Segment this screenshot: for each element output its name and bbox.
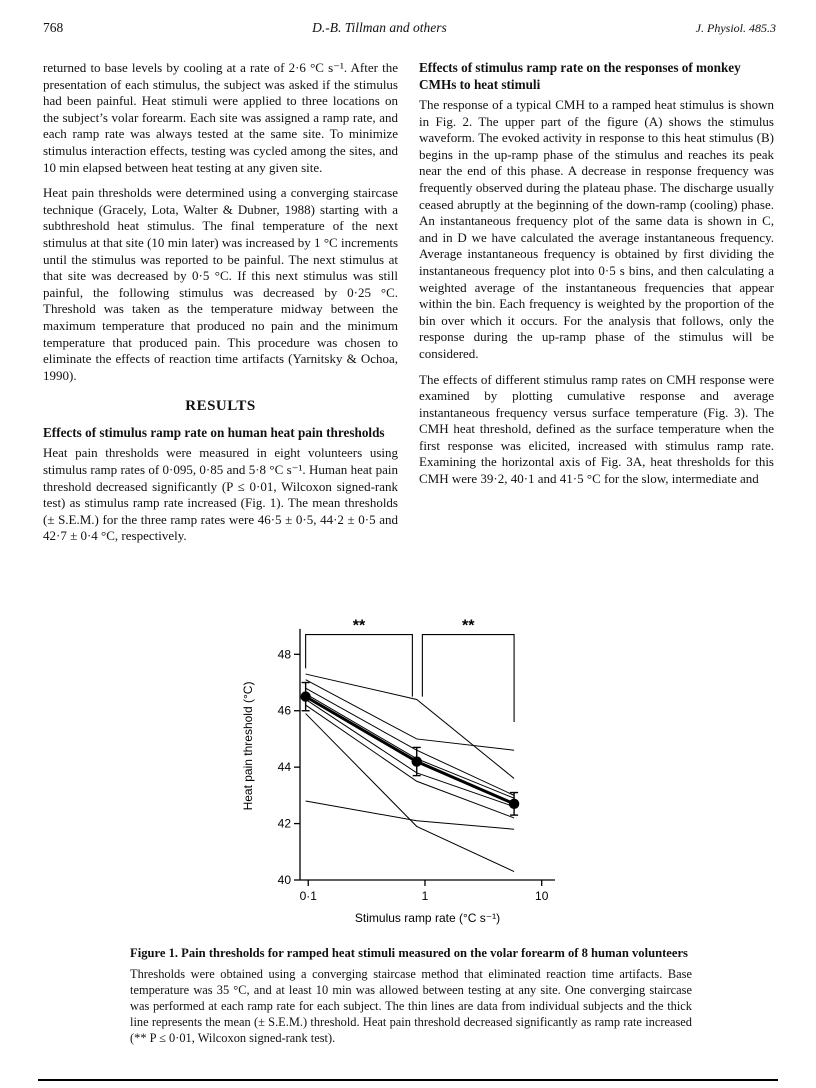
methods-paragraph-2: Heat pain thresholds were determined using a converging staircase technique (Gracely, Lota, Walter & Dubner, 1988) starting with a subthreshold heat stimulus. The final temperature of the next stimulus at that site (10 min later) was increased by 1 °C increments until the stimulus was reported to be painful. The next stimulus at that site was decreased by 0·5 °C. If this next stimulus was still painful, the following stimulus was decreased by 0·25 °C. Threshold was taken as the temperature midway between the maximum temperature that produced no pain and the minimum temperature that produced pain. This procedure was chosen to eliminate the effects of reaction time artifacts (Yarnitsky & Ochoa, 1990). [43, 185, 398, 383]
svg-text:44: 44 [277, 760, 291, 775]
svg-text:**: ** [462, 617, 475, 635]
figure-caption-body: Thresholds were obtained using a converging staircase method that eliminated reaction time artifacts. Base temperature was 35 °C, and at least 10 min was allowed between testing at any site. One converging staircase was performed at each ramp rate for each subject. The thin lines are data from individual subjects and the thick line represents the mean (± S.E.M.) threshold. Heat pain threshold decreased significantly as ramp rate increased (** P ≤ 0·01, Wilcoxon signed-rank test). [130, 967, 692, 1045]
journal-reference: J. Physiol. 485.3 [695, 21, 776, 35]
figure-1-chart [238, 598, 692, 935]
svg-text:Heat pain threshold (°C): Heat pain threshold (°C) [241, 681, 255, 811]
figure-caption-title: Figure 1. Pain thresholds for ramped heat stimuli measured on the volar forearm of 8 human volunteers [130, 946, 688, 960]
svg-text:42: 42 [277, 816, 291, 831]
monkey-cmh-subheading: Effects of stimulus ramp rate on the responses of monkey CMHs to heat stimuli [419, 60, 741, 92]
svg-text:40: 40 [277, 873, 291, 887]
svg-text:48: 48 [277, 647, 291, 662]
methods-paragraph-1: returned to base levels by cooling at a rate of 2·6 °C s⁻¹. After the presentation of each stimulus, the subject was asked if the stimulus had been painful. Heat stimuli were applied to three locations on the subject’s volar forearm. Each site was assigned a ramp rate, and each ramp rate was always tested at the same site. To minimize stimulus interaction effects, testing was cycled among the sites, and 10 min elapsed between heat testing at any given site. [43, 60, 398, 175]
left-column [43, 60, 398, 554]
body-columns [43, 60, 774, 554]
svg-text:10: 10 [535, 889, 549, 903]
svg-text:Stimulus ramp rate (°C s⁻¹): Stimulus ramp rate (°C s⁻¹) [354, 911, 501, 925]
svg-text:1: 1 [421, 889, 429, 903]
results-paragraph-1: Heat pain thresholds were measured in eight volunteers using stimulus ramp rates of 0·095, 0·85 and 5·8 °C s⁻¹. Human heat pain threshold decreased significantly (P ≤ 0·01, Wilcoxon signed-rank test) as stimulus ramp rate increased (Fig. 1). The mean thresholds (± S.E.M.) for the three ramp rates were 46·5 ± 0·5, 44·2 ± 0·5 and 42·7 ± 0·4 °C, respectively. [43, 445, 398, 544]
svg-text:**: ** [352, 617, 366, 635]
svg-text:0·1: 0·1 [299, 889, 317, 903]
results-heading: RESULTS [185, 398, 256, 415]
right-column [419, 60, 774, 554]
page-number: 768 [43, 20, 64, 35]
page-header [43, 20, 776, 36]
running-title: D.-B. Tillman and others [312, 20, 447, 35]
figure-1 [130, 598, 692, 1046]
cmh-paragraph-2: The effects of different stimulus ramp rates on CMH response were examined by plotting cumulative response and average instantaneous frequency versus surface temperature (Fig. 3). The CMH heat threshold, defined as the surface temperature when the first response was elicited, increased with stimulus ramp rate. Examining the horizontal axis of Fig. 3A, heat thresholds for this CMH were 39·2, 40·1 and 41·5 °C for the slow, intermediate and [419, 371, 774, 487]
human-thresholds-subheading: Effects of stimulus ramp rate on human heat pain thresholds [43, 424, 385, 440]
line-chart-svg [238, 598, 583, 930]
cmh-paragraph-1: The response of a typical CMH to a ramped heat stimulus is shown in Fig. 2. The upper part of the figure (A) shows the stimulus waveform. The evoked activity in response to this heat stimulus (B) begins in the up-ramp phase of the stimulus and reaches its peak near the end of this phase. A decrease in response frequency was frequently observed during the plateau phase. The discharge usually ceased abruptly at the beginning of the down-ramp (cooling) phase. An instantaneous frequency plot of the same data is shown in C, and in D we have calculated the average instantaneous frequency. Average instantaneous frequency is obtained by first dividing the instantaneous frequency plot into 0·5 s bins, and then calculating a weighted average of the instantaneous frequencies that appear within the bin. Each frequency is weighted by the proportion of the bin over which it occurs. For the analysis that follows, only the response during the up-ramp phase of the stimulus will be considered. [419, 97, 774, 361]
svg-text:46: 46 [277, 703, 291, 718]
bottom-rule [38, 1079, 778, 1081]
